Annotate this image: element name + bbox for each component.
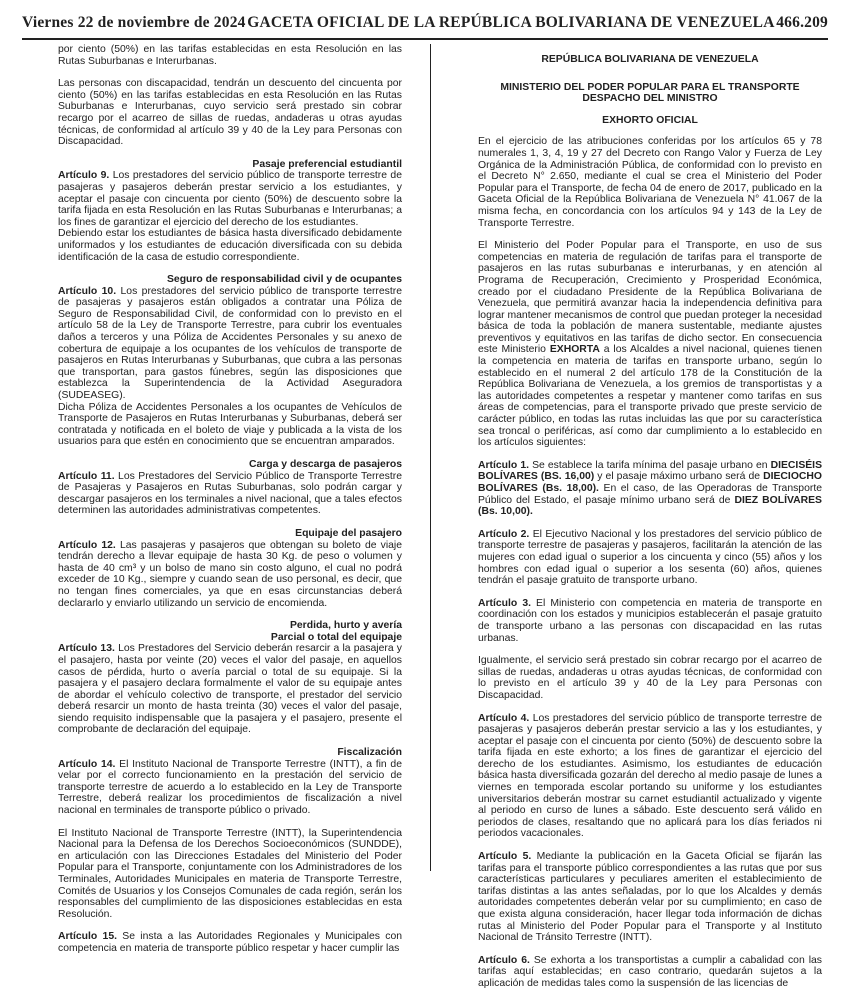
right-article-1-text-a: Se establece la tarifa mínima del pasaje urbano en xyxy=(529,459,771,471)
right-article-6-text: Se exhorta a los transportistas a cumplir a cabalidad con las tarifas aquí establecidas; en caso contrario, quedarán sujetos a la aplicación de medidas tales como la suspensión de las licencias de xyxy=(478,954,822,989)
article-10 xyxy=(58,286,402,402)
right-article-3-text: El Ministerio con competencia en materia de transporte en coordinación con los estados y municipios establecerán el pasaje gratuito de transporte urbano a las personas con discapacidad en las rutas urbanas. xyxy=(478,597,822,644)
article-14 xyxy=(58,759,402,817)
exhorto-bold: EXHORTA xyxy=(549,344,600,356)
tarifa-minima: DIECISÉIS BOLÍVARES (BS. 16,00) xyxy=(478,459,822,483)
left-paragraph-discapacidad: Las personas con discapacidad, tendrán un descuento del cincuenta por ciento (50%) en las tarifas establecidas en esta Resolución en las Rutas Suburbanas e Interurbanas, cuyo servicio será prestado sin cobrar recargo por el acarreo de sillas de ruedas, andaderas u otras ayudas técnicas, de conformidad al artículo 39 y 40 de la Ley para Personas con Discapacidad. xyxy=(58,78,402,148)
exhorto-text-2: a los Alcaldes a nivel nacional, quienes tienen la competencia en materia de tarifas en transporte urbano, según lo establecido en el numeral 2 del artículo 178 de la Constitución de la República Bolivariana de Venezuela, a los gremios de transportistas y a las autoridades competentes a respetar y mantener como tarifas en sus áreas de competencias, para el transporte privado que preste servicio de carácter público, en todas las rutas incluidas las que por su característica sea troncal o periféricas, así como dar cumplimiento a lo establecido en los artículos siguientes: xyxy=(478,344,823,449)
header-rule xyxy=(22,38,828,40)
right-article-3-paragraph-2: Igualmente, el servicio será prestado sin cobrar recargo por el acarreo de sillas de ruedas, andaderas u otras ayudas técnicas, de conformidad con lo previsto en el artículo 39 y 40 de la Ley para Personas con Discapacidad. xyxy=(478,655,822,701)
article-11-label: Artículo 11. xyxy=(58,470,115,482)
article-10-label: Artículo 10. xyxy=(58,285,117,297)
intro-paragraph: En el ejercicio de las atribuciones conferidas por los artículos 65 y 78 numerales 1, 3, 4, 19 y 27 del Decreto con Rango Valor y Fuerza de Ley Orgánica de la Administración Pública, de conformidad con lo previsto en el Decreto N° 2.650, mediante el cual se crea el Ministerio del Poder Popular para el Transporte, de fecha 04 de enero de 2017, publicado en la Gaceta Oficial de la República Bolivariana de Venezuela N° 41.067 de la misma fecha, en concordancia con los artículos 94 y 143 de la Ley de Transporte Terrestre. xyxy=(478,136,822,229)
header-title: GACETA OFICIAL DE LA REPÚBLICA BOLIVARIANA DE VENEZUELA xyxy=(247,14,775,32)
article-12 xyxy=(58,540,402,610)
article-9 xyxy=(58,170,402,228)
exhorto-paragraph xyxy=(478,240,822,449)
article-14-label: Artículo 14. xyxy=(58,758,116,770)
heading-equipaje: Equipaje del pasajero xyxy=(295,527,402,539)
title-republica: REPÚBLICA BOLIVARIANA DE VENEZUELA xyxy=(541,54,759,65)
right-article-2 xyxy=(478,529,822,587)
heading-pasaje-estudiantil: Pasaje preferencial estudiantil xyxy=(252,158,402,170)
right-article-3 xyxy=(478,598,822,644)
article-14-paragraph-2: El Instituto Nacional de Transporte Terrestre (INTT), la Superintendencia Nacional para la Defensa de los Derechos Socioeconómicos (SUNDDE), en articulación con las Direcciones Estadales del Ministerio del Poder Popular para el Transporte, conjuntamente con los Administradores de los Terminales, Autoridades Municipales en materia de Transporte Terrestre, Comités de Usuarios y los Consejos Comunales de cada región, serán los responsables del cumplimiento de las disposiciones establecidas en esta Resolución. xyxy=(58,827,402,920)
article-13 xyxy=(58,643,402,736)
right-article-1-text-d: En el caso, de las Operadoras de Transporte Público del Estado, el pasaje mínimo urbano será de xyxy=(478,483,822,506)
right-article-1 xyxy=(478,460,822,518)
tarifa-maxima: DIECIOCHO BOLÍVARES (Bs. 18,00). xyxy=(478,471,822,494)
right-article-1-label: Artículo 1. xyxy=(478,459,529,471)
heading-seguro: Seguro de responsabilidad civil y de ocupantes xyxy=(166,274,402,286)
left-paragraph-0: por ciento (50%) en las tarifas establecidas en esta Resolución en las Rutas Suburbanas e Interurbanas. xyxy=(58,44,402,67)
heading-carga-descarga: Carga y descarga de pasajeros xyxy=(248,459,402,470)
heading-fiscalizacion: Fiscalización xyxy=(337,747,402,759)
title-ministerio: MINISTERIO DEL PODER POPULAR PARA EL TRANSPORTE xyxy=(500,81,800,93)
article-9-paragraph-2: Debiendo estar los estudiantes de básica hasta diversificado debidamente uniformados y los estudiantes de educación diversificada con su debida identificación de la casa de estudio correspondiente. xyxy=(58,228,402,263)
right-article-1-text-c: y el pasaje máximo urbano será de xyxy=(594,471,764,483)
article-12-text: Las pasajeras y pasajeros que obtengan su boleto de viaje tendrán derecho a llevar equipaje de hasta 30 Kg. de peso o volumen y hasta de 40 cm³ y un bolso de mano sin costo alguno, el cual no podrá exceder de 10 Kg., siempre y cuando sean de uso personal, es decir, que no tengan fines comerciales, ya que en esas circunstancias deberá declararlo y enviarlo utilizando un servicio de encomienda. xyxy=(58,539,402,609)
header-date: Viernes 22 de noviembre de 2024 xyxy=(22,14,246,32)
article-9-text: Los prestadores del servicio público de transporte terrestre de pasajeras y pasajeros deberán prestar servicio a los estudiantes, y aceptar el pasaje con cincuenta por ciento (50%) de descuento sobre la tarifa fijada en esta Resolución en las Rutas Suburbanas e Interurbanas; a los fines de garantizar el ejercicio del derecho de los estudiantes. xyxy=(58,170,402,228)
article-9-label: Artículo 9. xyxy=(58,170,110,182)
right-article-2-text: El Ejecutivo Nacional y los prestadores del servicio público de transporte terrestre de pasajeras y pasajeros, facilitarán la atención de las mujeres con edad igual o superior a los cincuenta y cinco (55) años y los hombres con edad igual o superior a los sesenta (60) años, quienes tendrán el pasaje gratuito de transporte urbano. xyxy=(478,528,822,587)
article-14-text: El Instituto Nacional de Transporte Terrestre (INTT), a fin de velar por el correcto funcionamiento en la prestación del servicio de transporte terrestre de acuerdo a lo establecido en la Ley de Transporte Terrestre, deberá realizar los procedimientos de fiscalización a nivel nacional en terminales de transporte público o privado. xyxy=(58,758,402,817)
right-column xyxy=(478,44,823,989)
article-13-label: Artículo 13. xyxy=(58,643,115,655)
article-10-text: Los prestadores del servicio público de transporte terrestre de pasajeras y pasajeros están obligados a contratar una Póliza de Seguro de Responsabilidad Civil, de conformidad con lo previsto en el artículo 58 de la Ley de Transporte Terrestre, para cubrir los eventuales daños a terceros y una Póliza de Accidentes Personales y su anexo de cobertura de equipaje a los ocupantes de los vehículos de transporte de pasajeros en Rutas Interurbanas y Suburbanas, que cubra a las personas que transportan, para gastos fúnebres, según las disposiciones que establezca la Superintendencia de la Actividad Aseguradora (SUDEASEG). xyxy=(58,285,402,402)
right-article-5 xyxy=(478,851,822,944)
exhorto-text-1: El Ministerio del Poder Popular para el Transporte, en uso de sus competencias en materia de regulación de tarifas para el transporte de pasajeros en las rutas suburbanas e interurbanas, y en atención al Programa de Recuperación, Crecimiento y Prosperidad Económica, creado por el ciudadano Presidente de la República Bolivariana de Venezuela, que permitirá avanzar hacia la independencia definitiva para lograr mantener mecanismos de control que puedan proteger la necesidad básica de toda la población de manera sustentable, mediante ajustes preventivos y equitativos en las tarifas de dicho sector. En consecuencia este Ministerio xyxy=(478,240,822,356)
article-15 xyxy=(58,931,402,954)
header-page-number: 466.209 xyxy=(776,14,828,32)
tarifa-estado: DIEZ BOLÍVARES (Bs. 10,00). xyxy=(478,494,822,518)
heading-perdida-2: Parcial o total del equipaje xyxy=(270,631,402,643)
right-article-6-label: Artículo 6. xyxy=(478,954,530,966)
right-article-3-label: Artículo 3. xyxy=(478,597,531,609)
left-column xyxy=(58,44,402,954)
right-article-4 xyxy=(478,713,822,841)
right-article-5-label: Artículo 5. xyxy=(478,851,532,863)
column-divider xyxy=(430,44,431,871)
title-despacho: DESPACHO DEL MINISTRO xyxy=(582,93,718,105)
article-15-text: Se insta a las Autoridades Regionales y Municipales con competencia en materia de transporte público respetar y hacer cumplir las xyxy=(58,931,402,954)
article-11-text: Los Prestadores del Servicio Público de Transporte Terrestre de Pasajeras y Pasajeros en Rutas Suburbanas, solo podrán cargar y descargar pasajeros en los terminales a nivel nacional, que a tales efectos determinen las autoridades administrativas competentes. xyxy=(58,470,402,517)
gazette-header xyxy=(22,12,828,34)
heading-perdida: Perdida, hurto y avería xyxy=(289,620,402,632)
article-11 xyxy=(58,471,402,517)
right-article-5-text: Mediante la publicación en la Gaceta Oficial se fijarán las tarifas para el transporte público correspondientes a las rutas que por sus características particulares y peculiares ameriten el establecimiento de tarifas distintas a las antes señaladas, por lo que los Alcaldes y demás autoridades competentes deberán velar por su cumplimiento; en caso de que exista alguna consideración, hacer llegar toda información de dichas rutas al Ministerio del Poder Popular para el Transporte y al Instituto Nacional de Tránsito Terrestre (INTT). xyxy=(478,851,823,944)
article-15-label: Artículo 15. xyxy=(58,931,117,943)
right-article-4-label: Artículo 4. xyxy=(478,712,530,724)
article-12-label: Artículo 12. xyxy=(58,539,116,551)
article-10-paragraph-2: Dicha Póliza de Accidentes Personales a los ocupantes de Vehículos de Transporte de Pasajeros en Rutas Interurbanas y Suburbanas, deberá ser contratada y notificada en el boleto de viaje y publicada a la vista de los usuarios para que estén en conocimiento que se encuentran amparados. xyxy=(58,401,402,448)
title-exhorto-oficial: EXHORTO OFICIAL xyxy=(602,114,698,126)
right-article-6 xyxy=(478,955,822,990)
article-13-text: Los Prestadores del Servicio deberán resarcir a la pasajera y el pasajero, hasta por veinte (20) veces el valor del pasaje, en aquellos casos de pérdida, hurto o avería parcial o total de su equipaje. Si la pasajera y el pasajero declara formalmente el valor de su equipaje antes de abordar el vehículo colectivo de transporte, el prestador del servicio deberá resarcir un monto de hasta treinta (30) veces el valor del pasaje, siendo requisito indispensable que la pasajera y el pasajero, presente el comprobante de declaración del equipaje. xyxy=(58,643,402,736)
right-article-4-text: Los prestadores del servicio público de transporte terrestre de pasajeras y pasajeros deberán prestar servicio a las y los estudiantes, y aceptar el pasaje con el cincuenta por ciento (50%) de descuento sobre la tarifa fijada en este exhorto; a los fines de garantizar el ejercicio del derecho de los estudiantes. Asimismo, los estudiantes de educación básica hasta diversificada gozarán del derecho al medio pasaje de lunes a viernes en temporada escolar portando su uniforme y los estudiantes universitarios deberán mostrar su carnet estudiantil actualizado y vigente al periodo en curso de lunes a sábado. Este descuento será válido en periodos de clases, resaltando que no aplicará para los días feriados ni periodos vacacionales. xyxy=(478,712,822,840)
right-article-2-label: Artículo 2. xyxy=(478,528,530,540)
